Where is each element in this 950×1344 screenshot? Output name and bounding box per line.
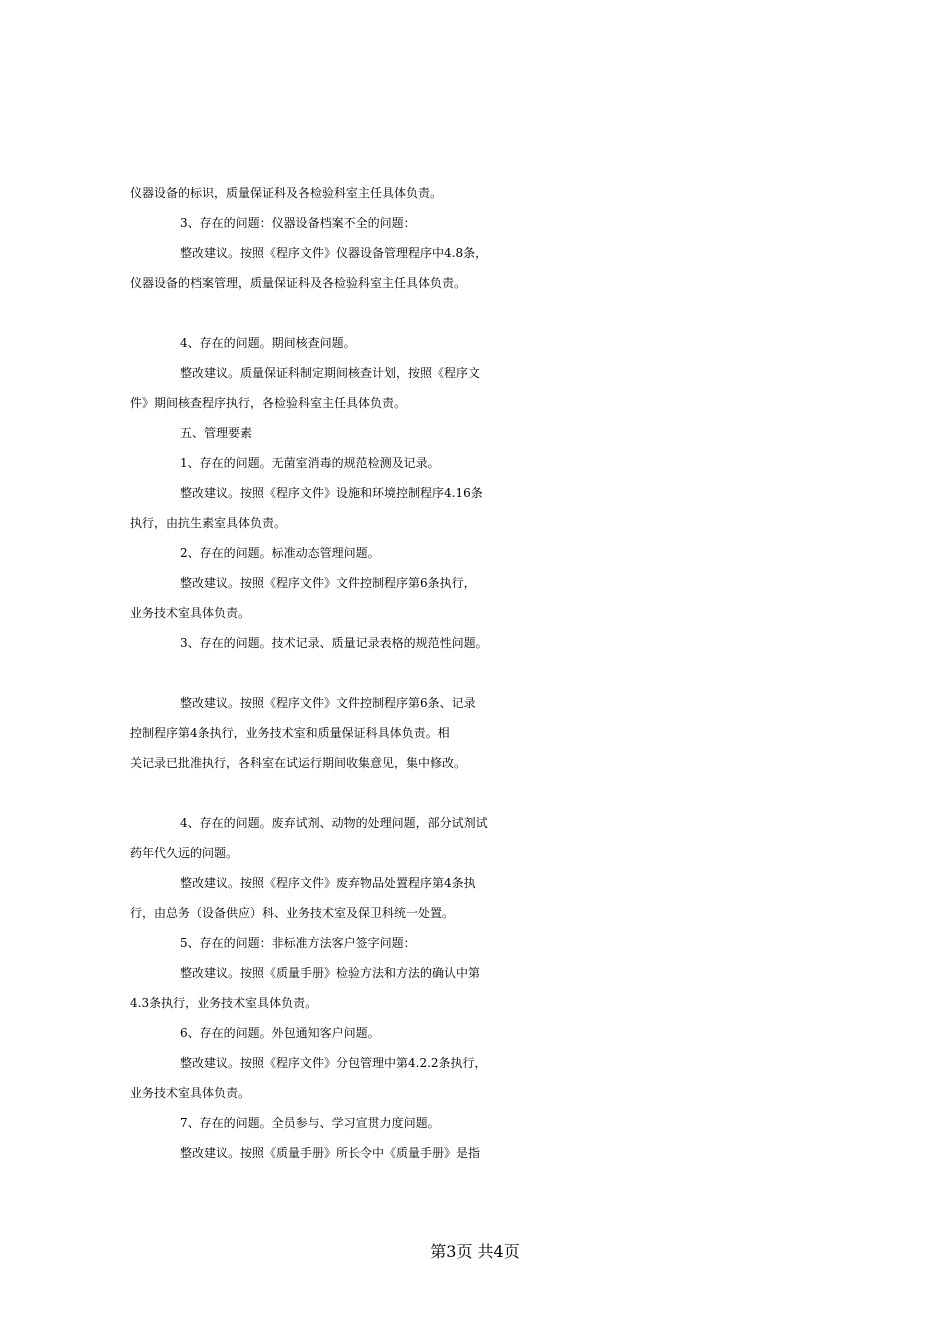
text-line: 5、存在的问题：非标准方法客户签字问题： xyxy=(180,936,416,950)
text-line: 仪器设备的档案管理，质量保证科及各检验科室主任具体负责。 xyxy=(130,276,467,290)
text-line: 6、存在的问题。外包通知客户问题。 xyxy=(180,1026,380,1040)
text-line: 仪器设备的标识，质量保证科及各检验科室主任具体负责。 xyxy=(130,186,443,200)
text-line: 3、存在的问题：仪器设备档案不全的问题： xyxy=(180,216,416,230)
text-line: 控制程序第4条执行，业务技术室和质量保证科具体负责。相 xyxy=(130,726,450,740)
text-line: 执行，由抗生素室具体负责。 xyxy=(130,516,287,530)
text-line: 整改建议。按照《质量手册》所长令中《质量手册》是指 xyxy=(180,1146,481,1160)
text-line: 整改建议。按照《程序文件》分包管理中第4.2.2条执行， xyxy=(180,1056,487,1070)
text-line: 1、存在的问题。无菌室消毒的规范检测及记录。 xyxy=(180,456,440,470)
text-line: 药年代久远的问题。 xyxy=(130,846,239,860)
text-line: 4、存在的问题。废弃试剂、动物的处理问题，部分试剂试 xyxy=(180,816,488,830)
text-line: 业务技术室具体负责。 xyxy=(130,606,251,620)
text-line: 整改建议。按照《程序文件》废弃物品处置程序第4条执 xyxy=(180,876,476,890)
text-line: 整改建议。按照《程序文件》设施和环境控制程序4.16条 xyxy=(180,486,483,500)
text-line: 4.3条执行，业务技术室具体负责。 xyxy=(130,996,318,1010)
section-heading: 五、管理要素 xyxy=(180,426,253,440)
text-line: 2、存在的问题。标准动态管理问题。 xyxy=(180,546,380,560)
text-line: 整改建议。按照《程序文件》文件控制程序第6条执行， xyxy=(180,576,476,590)
text-line: 关记录已批准执行，各科室在试运行期间收集意见，集中修改。 xyxy=(130,756,467,770)
text-line: 行，由总务（设备供应）科、业务技术室及保卫科统一处置。 xyxy=(130,906,455,920)
text-line: 4、存在的问题。期间核查问题。 xyxy=(180,336,356,350)
text-line: 3、存在的问题。技术记录、质量记录表格的规范性问题。 xyxy=(180,636,488,650)
text-line: 件》期间核查程序执行，各检验科室主任具体负责。 xyxy=(130,396,407,410)
text-line: 7、存在的问题。全员参与、学习宣贯力度问题。 xyxy=(180,1116,440,1130)
text-line: 整改建议。按照《程序文件》仪器设备管理程序中4.8条， xyxy=(180,246,488,260)
text-line: 整改建议。按照《质量手册》检验方法和方法的确认中第 xyxy=(180,966,481,980)
text-line: 业务技术室具体负责。 xyxy=(130,1086,251,1100)
text-line: 整改建议。质量保证科制定期间核查计划，按照《程序文 xyxy=(180,366,481,380)
page-number: 第3页 共4页 xyxy=(430,1242,520,1261)
text-line: 整改建议。按照《程序文件》文件控制程序第6条、记录 xyxy=(180,696,476,710)
